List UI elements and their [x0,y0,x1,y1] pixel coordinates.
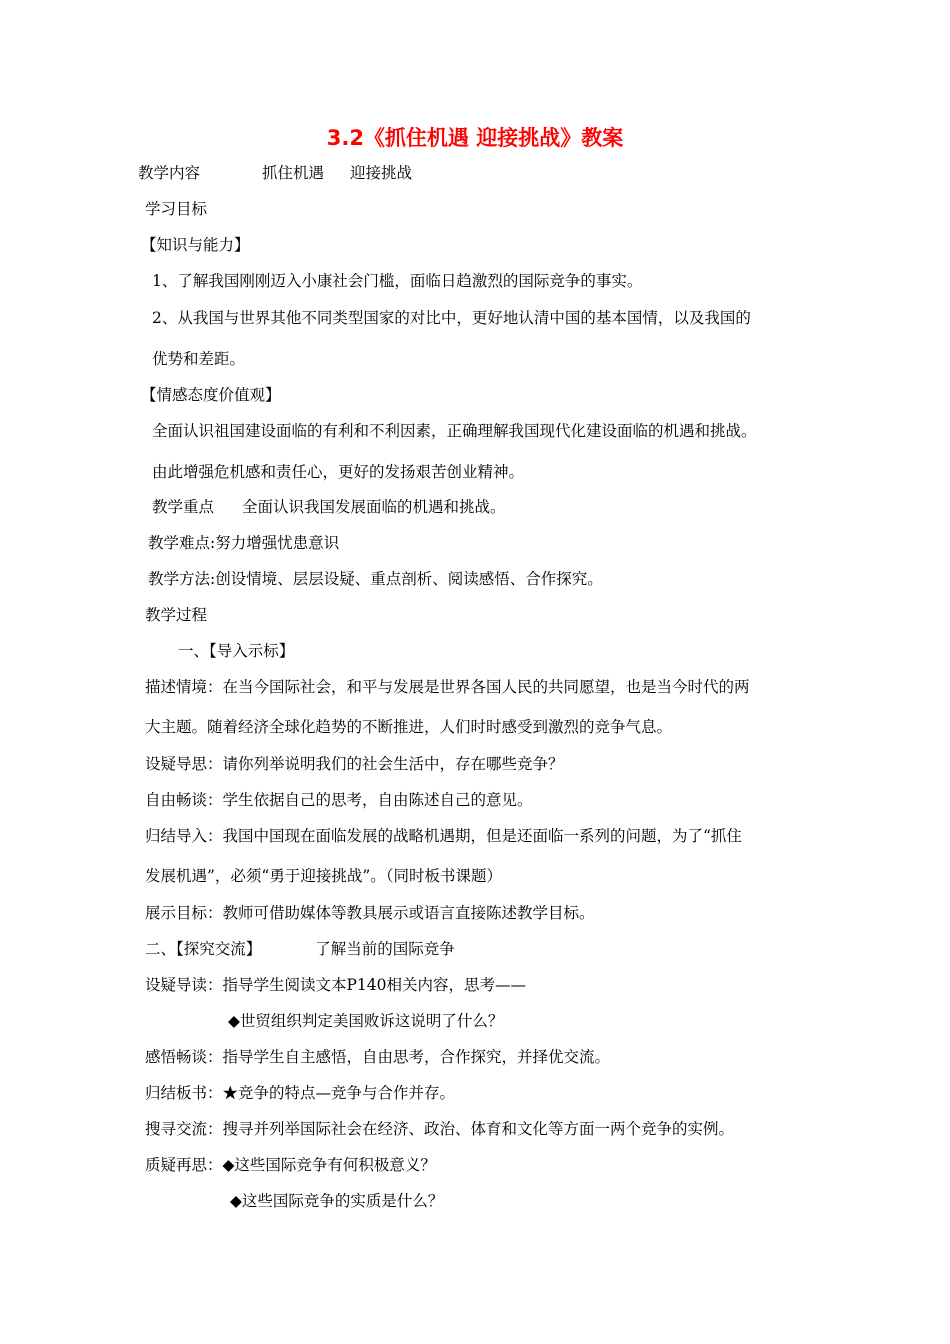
section-2-topic: 了解当前的国际竞争 [315,940,455,958]
knowledge-heading: 【知识与能力】 [141,236,250,254]
s1-describe-a: 描述情境：在当今国际社会，和平与发展是世界各国人民的共同愿望，也是当今时代的两 [145,678,750,696]
s2-feel: 感悟畅谈：指导学生自主感悟，自由思考，合作探究，并择优交流。 [145,1048,611,1066]
section-2-heading: 二、【探究交流】 [145,940,262,958]
difficulty-line: 教学难点:努力增强忧患意识 [148,534,340,552]
emotion-line-1: 全面认识祖国建设面临的有利和不利因素，正确理解我国现代化建设面临的机遇和挑战。 [152,422,757,440]
s2-doubt: 质疑再思：◆这些国际竞争有何积极意义？ [145,1156,436,1174]
s2-board: 归结板书：★竞争的特点—竞争与合作并存。 [145,1084,456,1102]
key-point-label: 教学重点 [152,498,215,516]
content-label: 教学内容 [138,164,201,182]
s1-describe-b: 大主题。随着经济全球化趋势的不断推进，人们时时感受到激烈的竞争气息。 [145,718,673,736]
content-row [138,163,412,183]
s1-summary-b: 发展机遇”，必须“勇于迎接挑战”。（同时板书课题） [145,867,503,885]
key-point-row [152,497,506,517]
s2-read-question: ◆世贸组织判定美国败诉这说明了什么？ [228,1012,504,1030]
s1-show-goal: 展示目标：教师可借助媒体等教具展示或语言直接陈述教学目标。 [145,904,595,922]
s1-free-talk: 自由畅谈：学生依据自己的思考，自由陈述自己的意见。 [145,791,533,809]
document-title: 3.2《抓住机遇 迎接挑战》教案 [326,126,624,150]
content-part-2: 迎接挑战 [350,164,413,182]
emotion-line-2: 由此增强危机感和责任心，更好的发扬艰苦创业精神。 [152,463,525,481]
key-point-text: 全面认识我国发展面临的机遇和挑战。 [242,498,506,516]
process-heading: 教学过程 [145,606,208,624]
s2-search: 搜寻交流：搜寻并列举国际社会在经济、政治、体育和文化等方面一两个竞争的实例。 [145,1120,735,1138]
s2-read: 设疑导读：指导学生阅读文本P140相关内容，思考—— [145,976,527,994]
method-line: 教学方法:创设情境、层层设疑、重点剖析、阅读感悟、合作探究。 [148,570,603,588]
knowledge-item-2b: 优势和差距。 [152,350,246,368]
section-1-heading: 一、【导入示标】 [178,642,295,660]
knowledge-item-1: 1、了解我国刚刚迈入小康社会门槛，面临日趋激烈的国际竞争的事实。 [152,272,643,290]
s1-question: 设疑导思：请你列举说明我们的社会生活中，存在哪些竞争？ [145,755,564,773]
emotion-heading: 【情感态度价值观】 [141,386,281,404]
goals-heading: 学习目标 [145,200,208,218]
knowledge-item-2a: 2、从我国与世界其他不同类型国家的对比中，更好地认清中国的基本国情，以及我国的 [152,309,751,327]
content-part-1: 抓住机遇 [262,164,325,182]
s2-doubt-2: ◆这些国际竞争的实质是什么？ [230,1192,444,1210]
s1-summary-a: 归结导入：我国中国现在面临发展的战略机遇期，但是还面临一系列的问题，为了“抓住 [145,827,742,845]
section-2-row [145,939,455,959]
